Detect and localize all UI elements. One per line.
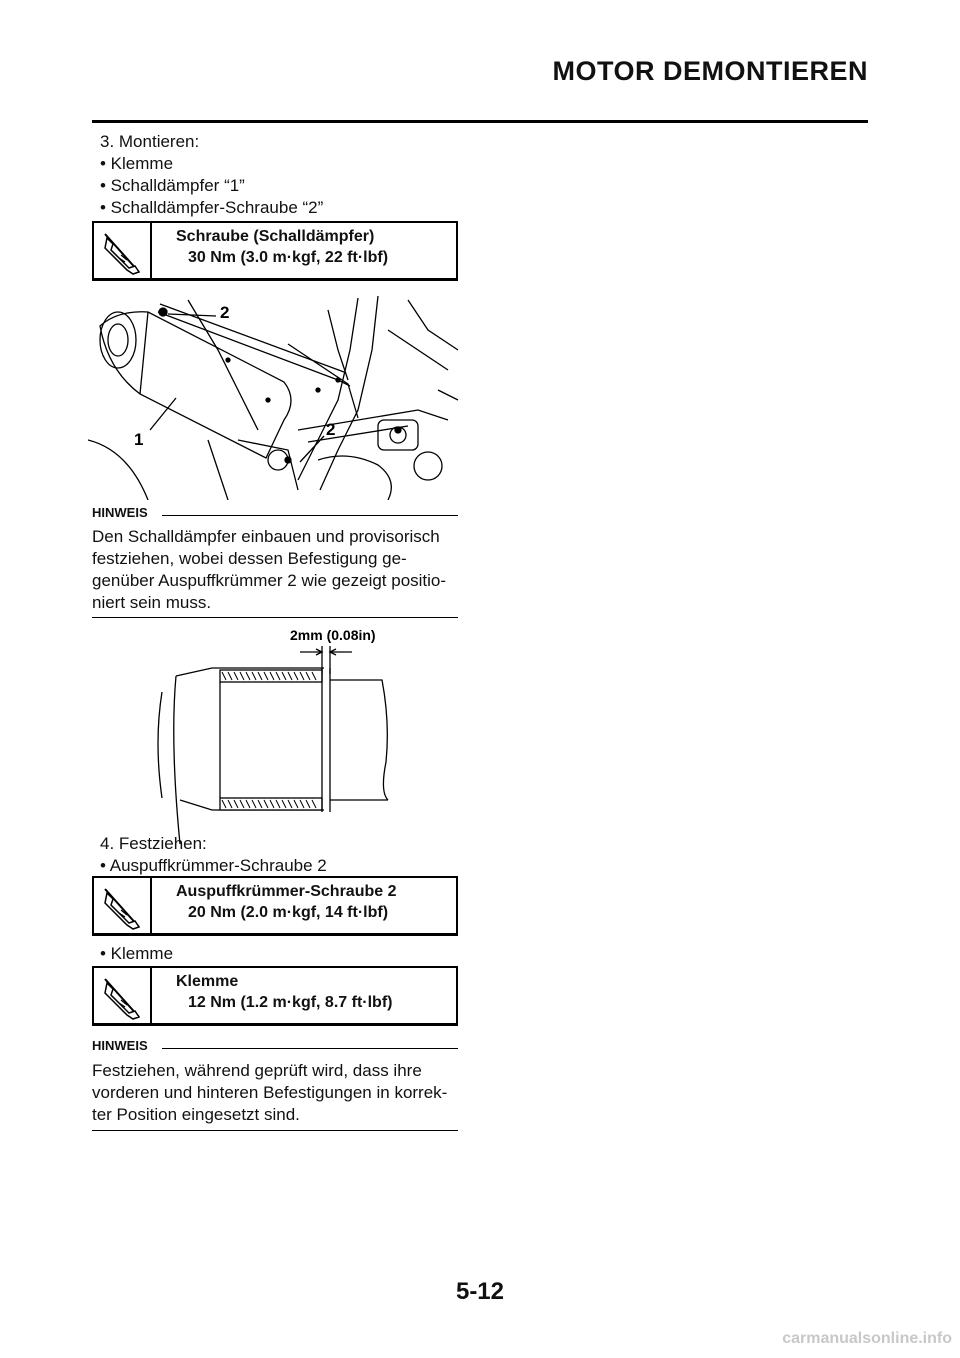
- page-title: MOTOR DEMONTIEREN: [552, 56, 868, 86]
- step-3-item: • Schalldämpfer-Schraube “2”: [100, 198, 324, 217]
- note-rule: [162, 1048, 458, 1049]
- torque-wrench-icon: [94, 878, 152, 933]
- spec-title: Schraube (Schalldämpfer): [176, 228, 375, 245]
- note-text-line: vorderen und hinteren Befestigungen in korrek-: [92, 1083, 448, 1102]
- callout-label: 1: [134, 430, 144, 449]
- torque-spec-box: [92, 876, 458, 936]
- spec-title: Klemme: [176, 973, 239, 990]
- spec-value: 20 Nm (2.0 m·kgf, 14 ft·lbf): [188, 904, 389, 921]
- spec-value: 30 Nm (3.0 m·kgf, 22 ft·lbf): [188, 249, 389, 266]
- torque-spec-box: [92, 221, 458, 281]
- watermark: carmanualsonline.info: [782, 1330, 952, 1347]
- note-rule: [162, 515, 458, 516]
- torque-wrench-icon: [94, 968, 152, 1023]
- step-4-item: • Klemme: [100, 944, 174, 963]
- step-3-item: • Schalldämpfer “1”: [100, 176, 245, 195]
- note-rule: [92, 1130, 458, 1131]
- torque-wrench-icon: [94, 223, 152, 278]
- note-text-line: Den Schalldämpfer einbauen und provisorisch: [92, 527, 440, 546]
- step-4-item: • Auspuffkrümmer-Schraube 2: [100, 856, 327, 875]
- step-3-title: 3. Montieren:: [100, 132, 200, 151]
- note-text-line: genüber Auspuffkrümmer 2 wie gezeigt positio-: [92, 571, 447, 590]
- muffler-installation-illustration: [88, 290, 460, 500]
- pipe-joint-diagram: [150, 622, 400, 844]
- callout-label: 2: [326, 420, 336, 439]
- page-number: 5-12: [455, 1278, 505, 1305]
- spec-title: Auspuffkrümmer-Schraube 2: [176, 883, 397, 900]
- step-4-title: 4. Festziehen:: [100, 834, 207, 853]
- note-text-line: ter Position eingesetzt sind.: [92, 1105, 300, 1124]
- note-text-line: niert sein muss.: [92, 593, 212, 612]
- step-3-item: • Klemme: [100, 154, 174, 173]
- note-heading: HINWEIS: [92, 505, 148, 520]
- spec-value: 12 Nm (1.2 m·kgf, 8.7 ft·lbf): [188, 994, 393, 1011]
- torque-spec-box: [92, 966, 458, 1026]
- note-rule: [92, 617, 458, 618]
- note-text-line: Festziehen, während geprüft wird, dass ihre: [92, 1061, 422, 1080]
- note-text-line: festziehen, wobei dessen Befestigung ge-: [92, 549, 407, 568]
- dimension-label: 2mm (0.08in): [290, 627, 376, 643]
- note-heading: HINWEIS: [92, 1038, 148, 1053]
- header-rule: [92, 120, 868, 123]
- callout-label: 2: [220, 303, 230, 322]
